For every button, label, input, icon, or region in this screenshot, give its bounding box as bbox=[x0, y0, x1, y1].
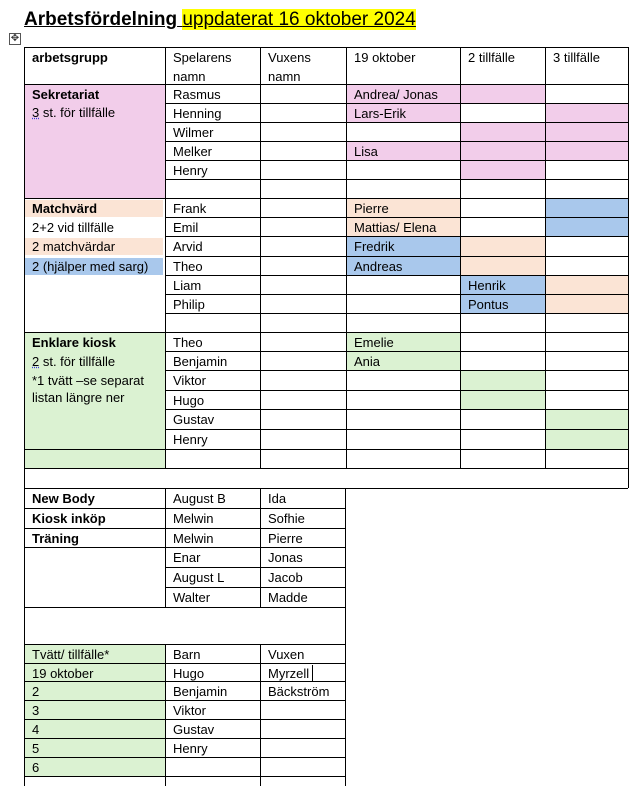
table-rule bbox=[260, 47, 261, 468]
cell-shading bbox=[546, 295, 628, 313]
player-name: Henry bbox=[173, 432, 208, 447]
cell-shading bbox=[546, 104, 628, 122]
oct19-assignment bbox=[347, 391, 460, 409]
table-move-handle-icon[interactable]: ✥ bbox=[10, 33, 20, 44]
player-name: Philip bbox=[173, 297, 205, 312]
table-rule bbox=[345, 607, 346, 644]
kiosk-note bbox=[25, 352, 165, 371]
sekretariat-note-text: st. för tillfälle bbox=[39, 105, 116, 120]
table-rule bbox=[24, 468, 628, 469]
tvatt-vuxen bbox=[261, 720, 345, 738]
tvatt-vuxen bbox=[261, 758, 345, 776]
tvatt-barn: Viktor bbox=[173, 703, 206, 718]
role-player: Walter bbox=[173, 590, 211, 605]
title-main: Arbetsfördelning bbox=[24, 9, 178, 30]
player-name: Benjamin bbox=[173, 354, 228, 369]
oct19-assignment bbox=[347, 410, 460, 429]
sekretariat-count: 3 bbox=[32, 105, 40, 120]
player-name: Liam bbox=[173, 278, 202, 293]
table-rule bbox=[345, 488, 346, 607]
cell-shading bbox=[546, 276, 628, 294]
tvatt-vuxen: Bäckström bbox=[268, 684, 330, 699]
oct19-assignment bbox=[347, 276, 460, 294]
tvatt-header-label: Tvätt/ tillfälle* bbox=[32, 647, 110, 662]
group-sekretariat: Sekretariat bbox=[32, 87, 100, 102]
kiosk-count: 2 bbox=[32, 354, 40, 369]
tvatt-barn bbox=[166, 758, 260, 776]
second-assignment bbox=[461, 237, 545, 256]
player-name: Emil bbox=[173, 220, 199, 235]
table-rule bbox=[345, 644, 346, 786]
role-adult: Sofhie bbox=[268, 511, 305, 526]
role-player: Melwin bbox=[173, 531, 214, 546]
table-rule bbox=[24, 607, 345, 608]
oct19-assignment bbox=[347, 161, 460, 179]
table-rule bbox=[24, 449, 628, 450]
table-rule bbox=[165, 313, 628, 314]
tvatt-barn: Benjamin bbox=[173, 684, 228, 699]
second-assignment: Pontus bbox=[468, 297, 509, 312]
tvatt-vuxen bbox=[261, 701, 345, 719]
header-arbetsgrupp: arbetsgrupp bbox=[32, 50, 108, 65]
second-assignment: Henrik bbox=[468, 278, 506, 293]
tvatt-row-label: 2 bbox=[32, 684, 40, 699]
header-spelarens-namn: Spelarens namn bbox=[173, 50, 232, 84]
role-player: Melwin bbox=[173, 511, 214, 526]
oct19-assignment: Ania bbox=[354, 354, 381, 369]
kiosk-note: listan längre ner bbox=[32, 390, 125, 405]
tvatt-row-label: 19 oktober bbox=[32, 666, 94, 681]
tvatt-barn: Gustav bbox=[173, 722, 215, 737]
table-rule bbox=[24, 607, 25, 644]
cell-shading bbox=[546, 410, 628, 429]
oct19-assignment: Emelie bbox=[354, 335, 394, 350]
role-label bbox=[25, 548, 165, 567]
cell-shading bbox=[546, 142, 628, 160]
table-rule bbox=[24, 776, 345, 777]
role-player: Enar bbox=[173, 550, 201, 565]
cell-shading bbox=[461, 123, 545, 141]
text-cursor bbox=[312, 665, 313, 681]
player-name: Arvid bbox=[173, 239, 203, 254]
cell-shading bbox=[461, 142, 545, 160]
role-player: August B bbox=[173, 491, 226, 506]
oct19-assignment: Mattias/ Elena bbox=[354, 220, 437, 235]
tvatt-row-label: 3 bbox=[32, 703, 40, 718]
cell-shading bbox=[546, 123, 628, 141]
cell-shading bbox=[25, 450, 165, 468]
matchvard-note: 2 (hjälper med sarg) bbox=[32, 259, 149, 274]
title-highlight: uppdaterat 16 oktober 2024 bbox=[182, 9, 416, 30]
oct19-assignment: Pierre bbox=[354, 201, 389, 216]
player-name: Henry bbox=[173, 163, 208, 178]
player-name: Henning bbox=[173, 106, 222, 121]
player-name: Rasmus bbox=[173, 87, 221, 102]
role-adult: Jonas bbox=[268, 550, 303, 565]
tvatt-vuxen bbox=[261, 739, 345, 757]
tvatt-vuxen: Myrzell bbox=[268, 666, 310, 681]
role-label: Kiosk inköp bbox=[32, 511, 106, 526]
table-rule bbox=[165, 179, 628, 180]
player-name: Hugo bbox=[173, 393, 205, 408]
player-name: Wilmer bbox=[173, 125, 214, 140]
second-assignment bbox=[461, 257, 545, 275]
tvatt-row-label: 6 bbox=[32, 760, 40, 775]
cell-shading bbox=[461, 371, 545, 390]
player-name: Frank bbox=[173, 201, 207, 216]
header-2-tillfalle: 2 tillfälle bbox=[468, 50, 515, 65]
role-label bbox=[25, 568, 165, 587]
player-name: Viktor bbox=[173, 373, 206, 388]
tvatt-barn: Henry bbox=[173, 741, 208, 756]
tvatt-row-label: 5 bbox=[32, 741, 40, 756]
player-name: Theo bbox=[173, 259, 203, 274]
second-assignment bbox=[461, 218, 545, 236]
cell-shading bbox=[546, 218, 628, 236]
header-19-oktober: 19 oktober bbox=[354, 50, 416, 65]
tvatt-header-barn: Barn bbox=[173, 647, 201, 662]
role-player: August L bbox=[173, 570, 225, 585]
oct19-assignment bbox=[347, 123, 460, 141]
oct19-assignment: Fredrik bbox=[354, 239, 395, 254]
oct19-assignment: Andreas bbox=[354, 259, 403, 274]
matchvard-note: 2+2 vid tillfälle bbox=[32, 220, 115, 235]
role-label: Träning bbox=[32, 531, 79, 546]
role-adult: Pierre bbox=[268, 531, 303, 546]
oct19-assignment: Lisa bbox=[354, 144, 378, 159]
role-label: New Body bbox=[32, 491, 95, 506]
oct19-assignment bbox=[347, 371, 460, 390]
header-vuxens-namn: Vuxens namn bbox=[268, 50, 311, 84]
oct19-assignment bbox=[347, 430, 460, 449]
role-adult: Ida bbox=[268, 491, 287, 506]
sekretariat-note bbox=[25, 103, 165, 122]
kiosk-note: *1 tvätt –se separat bbox=[32, 373, 145, 388]
header-3-tillfalle: 3 tillfälle bbox=[553, 50, 600, 65]
oct19-assignment: Lars-Erik bbox=[354, 106, 407, 121]
cell-shading bbox=[546, 430, 628, 449]
tvatt-row-label: 4 bbox=[32, 722, 40, 737]
tvatt-header-vuxen: Vuxen bbox=[268, 647, 305, 662]
player-name: Melker bbox=[173, 144, 213, 159]
cell-shading bbox=[461, 391, 545, 409]
table-rule bbox=[628, 47, 629, 488]
oct19-assignment bbox=[347, 295, 460, 313]
cell-shading bbox=[546, 199, 628, 217]
player-name: Gustav bbox=[173, 412, 215, 427]
group-matchvard: Matchvärd bbox=[32, 201, 98, 216]
group-kiosk: Enklare kiosk bbox=[32, 335, 116, 350]
player-name: Theo bbox=[173, 335, 203, 350]
tvatt-barn: Hugo bbox=[173, 666, 205, 681]
role-label bbox=[25, 588, 165, 607]
table-rule bbox=[545, 47, 546, 468]
kiosk-note-text: st. för tillfälle bbox=[39, 354, 116, 369]
cell-shading bbox=[461, 85, 545, 103]
role-adult: Jacob bbox=[268, 570, 303, 585]
second-assignment bbox=[461, 199, 545, 217]
matchvard-note: 2 matchvärdar bbox=[32, 239, 116, 254]
role-adult: Madde bbox=[268, 590, 308, 605]
oct19-assignment: Andrea/ Jonas bbox=[354, 87, 438, 102]
cell-shading bbox=[461, 161, 545, 179]
